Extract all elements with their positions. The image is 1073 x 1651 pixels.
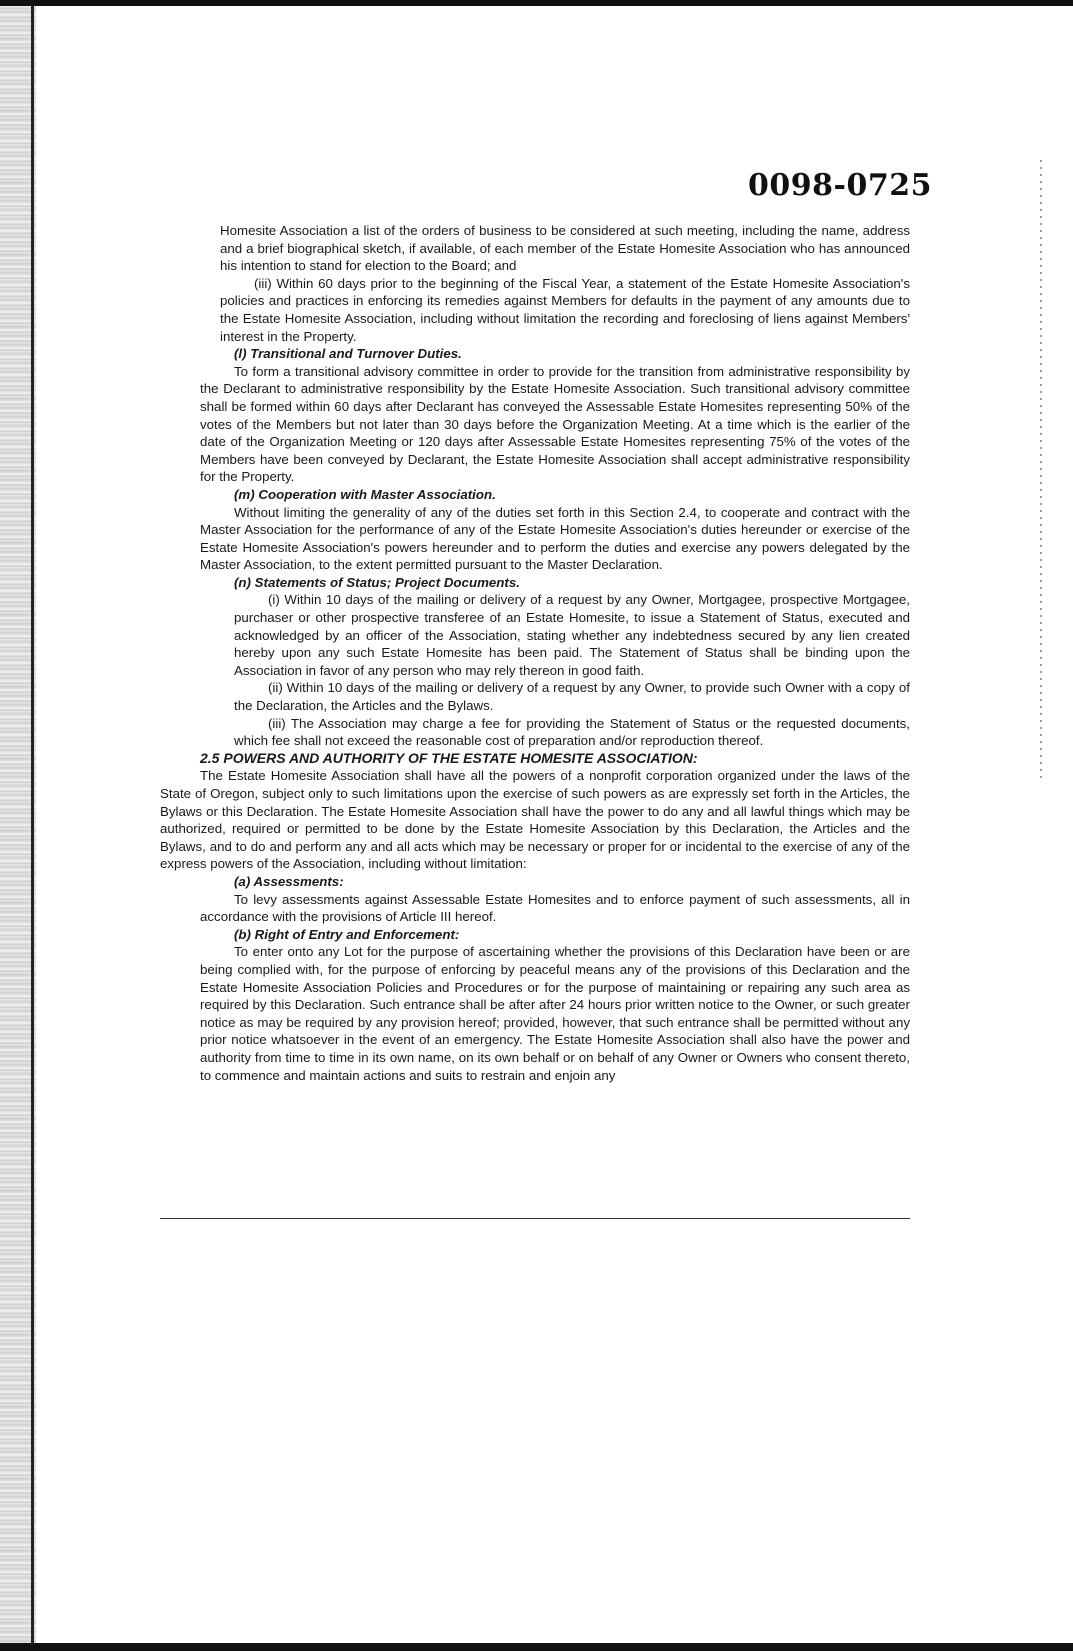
paragraph: To levy assessments against Assessable Estate Homesites and to enforce payment of such assessments, all in accordance with the provisions of Article III hereof. (200, 891, 910, 925)
paragraph: To enter onto any Lot for the purpose of ascertaining whether the provisions of this Declaration have been or are being complied with, for the purpose of enforcing by peaceful means any of the provisions of this Declaration and the Estate Homesite Association Policies and Procedures or for the purpose of maintaining or repairing any such area as required by this Declaration. Such entrance shall be after after 24 hours prior written notice to the Owner, or such greater notice as may be required by any provision hereof; provided, however, that such entrance shall be permitted without any prior notice whatsoever in the event of an emergency. The Estate Homesite Association shall also have the power and authority from time to time in its own name, on its own behalf or on behalf of any Owner or Owners who consent thereto, to commence and maintain actions and suits to restrain and enjoin any (200, 944, 910, 1083)
document-body (160, 222, 910, 1084)
document-number: 0098-0725 (748, 168, 932, 203)
paragraph: (ii) Within 10 days of the mailing or delivery of a request by any Owner, to provide such Owner with a copy of the Declaration, the Articles and the Bylaws. (234, 680, 910, 714)
paragraph: (i) Within 10 days of the mailing or delivery of a request by any Owner, Mortgagee, prospective Mortgagee, purchaser or other prospective transferee of an Estate Homesite, to issue a Statement of Status, executed and acknowledged by an officer of the Association, stating whether any indebtedness secured by any lien created hereby upon any such Estate Homesite has been paid. The Statement of Status shall be binding upon the Association in favor of any person who may rely thereon in good faith. (234, 592, 910, 678)
subsection-heading: (m) Cooperation with Master Association. (234, 486, 496, 502)
paragraph: Without limiting the generality of any of the duties set forth in this Section 2.4, to cooperate and contract with the Master Association for the performance of any of the Estate Homesite Association's duties hereunder or exercise of the Estate Homesite Association's powers hereunder and to perform the duties and exercise any powers delegated by the Master Association, to the extent permitted pursuant to the Master Declaration. (200, 504, 910, 573)
section-heading: 2.5 POWERS AND AUTHORITY OF THE ESTATE HOMESITE ASSOCIATION: (200, 749, 698, 766)
subsection-heading: (b) Right of Entry and Enforcement: (234, 926, 460, 942)
scan-border-line (31, 0, 34, 1651)
text-underline-rule (160, 1218, 910, 1219)
paragraph: Homesite Association a list of the orders of business to be considered at such meeting, including the name, address and a brief biographical sketch, if available, of each member of the Estate Homesite Association who has announced his intention to stand for election to the Board; and (220, 223, 910, 274)
scan-border-top (0, 0, 1073, 6)
scan-border-bottom (0, 1643, 1073, 1651)
paragraph: (iii) The Association may charge a fee for providing the Statement of Status or the requested documents, which fee shall not exceed the reasonable cost of preparation and/or reproduction thereof. (234, 715, 910, 749)
subsection-heading: (a) Assessments: (234, 873, 344, 889)
paragraph: To form a transitional advisory committee in order to provide for the transition from administrative responsibility by the Declarant to administrative responsibility by the Estate Homesite Association. Such transitional advisory committee shall be formed within 60 days after Declarant has conveyed the Assessable Estate Homesites representing 50% of the votes of the Members but not later than 30 days before the Organization Meeting. At a time which is the earlier of the date of the Organization Meeting or 120 days after Assessable Estate Homesites representing 75% of the votes of the Members have been conveyed by Declarant, the Estate Homesite Association shall accept administrative responsibility for the Property. (200, 363, 910, 485)
paragraph: The Estate Homesite Association shall have all the powers of a nonprofit corporation organized under the laws of the State of Oregon, subject only to such limitations upon the exercise of such powers as are expressly set forth in the Articles, the Bylaws or this Declaration. The Estate Homesite Association shall have the power to do any and all lawful things which may be authorized, required or permitted to be done by the Estate Homesite Association by this Declaration, the Articles and the Bylaws, and to do and perform any and all acts which may be necessary or proper for or incidental to the exercise of any of the express powers of the Association, including without limitation: (160, 768, 910, 872)
subsection-heading: (n) Statements of Status; Project Documents. (234, 574, 520, 590)
subsection-heading: (l) Transitional and Turnover Duties. (234, 346, 462, 362)
paragraph: (iii) Within 60 days prior to the beginning of the Fiscal Year, a statement of the Estate Homesite Association's policies and practices in enforcing its remedies against Members for defaults in the payment of any amounts due to the Estate Homesite Association, including without limitation the recording and foreclosing of liens against Members' interest in the Property. (220, 275, 910, 344)
scan-edge-right (1040, 160, 1042, 780)
